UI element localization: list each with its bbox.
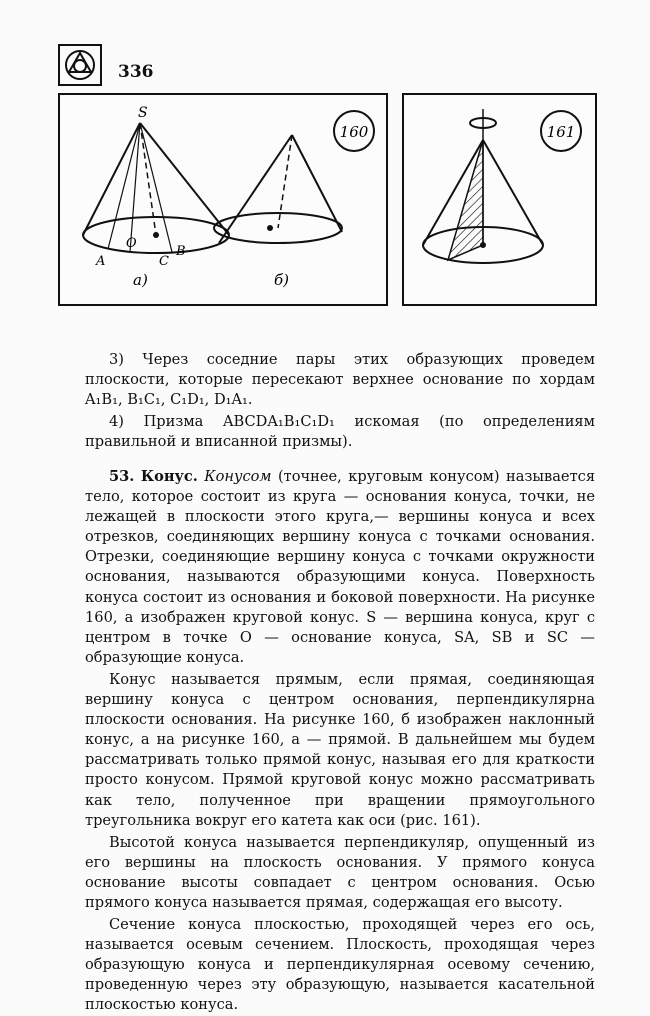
section-53-paragraph-3: Высотой конуса называется перпендикуляр, опущенный из его вершины на плоскость основания. У прямого конуса основание высоты совпадает с центром основания. Осью прямого конуса называется прямая, содержащая его высоту.	[85, 833, 595, 911]
figure-160	[58, 93, 388, 306]
figure-number-161: 161	[546, 123, 576, 141]
cone-figure-160	[60, 95, 386, 304]
chapter-logo	[58, 44, 102, 86]
cone-rotation-figure-161	[404, 95, 595, 304]
section-title: Конус.	[140, 468, 198, 485]
section-number: 53.	[109, 468, 135, 485]
section-53	[85, 467, 595, 1016]
figure-161	[402, 93, 597, 306]
section-53-paragraph-1	[85, 467, 595, 668]
step-3: 3) Через соседние пары этих образующих проведем плоскости, которые пересекают верхнее основание по хордам A₁B₁, B₁C₁, C₁D₁, D₁A₁.	[85, 351, 595, 409]
label-B: B	[176, 244, 186, 259]
page-number: 336	[118, 62, 154, 82]
section-53-paragraph-2: Конус называется прямым, если прямая, соединяющая вершину конуса с центром основания, перпендикулярна плоскости основания. На рисунке 160, б изображен наклонный конус, а на рисунке 160, а — прямой. В дальнейшем мы будем рассматривать только прямой конус, называя его для краткости просто конусом. Прямой круговой конус можно рассматривать как тело, полученное при вращении прямоугольного треугольника вокруг его катета как оси (рис. 161).	[85, 670, 595, 829]
figure-number-160: 160	[339, 123, 369, 141]
proof-steps	[85, 350, 595, 452]
caption-a: а)	[133, 271, 148, 289]
label-A: A	[96, 254, 106, 269]
label-C: C	[159, 254, 169, 269]
paragraph-1-text: (точнее, круговым конусом) называется тело, которое состоит из круга — основания конуса, точки, не лежащей в плоскости этого круга,— вершины конуса и всех отрезков, соединяющих вершину конуса с точками основания. Отрезки, соединяющие вершину конуса с точками окружности основания, называются образующими конуса. Поверхность конуса состоит из основания и боковой поверхности. На рисунке 160, а изображен круговой конус. S — вершина конуса, круг с центром в точке O — основание конуса, SA, SB и SC — образующие конуса.	[85, 468, 596, 666]
triangle-in-circle-icon	[60, 46, 100, 84]
section-53-paragraph-4: Сечение конуса плоскостью, проходящей через его ось, называется осевым сечением. Плоскость, проходящая через образующую конуса и перпендикулярная осевому сечению, проведенную через эту образующую, называется касательной плоскостью конуса.	[85, 916, 595, 1014]
term-cone: Конусом	[204, 468, 272, 485]
step-4: 4) Призма ABCDA₁B₁C₁D₁ искомая (по определениям правильной и вписанной призмы).	[85, 413, 595, 451]
label-O: O	[126, 236, 137, 251]
caption-b: б)	[274, 271, 290, 289]
label-S: S	[138, 105, 148, 121]
